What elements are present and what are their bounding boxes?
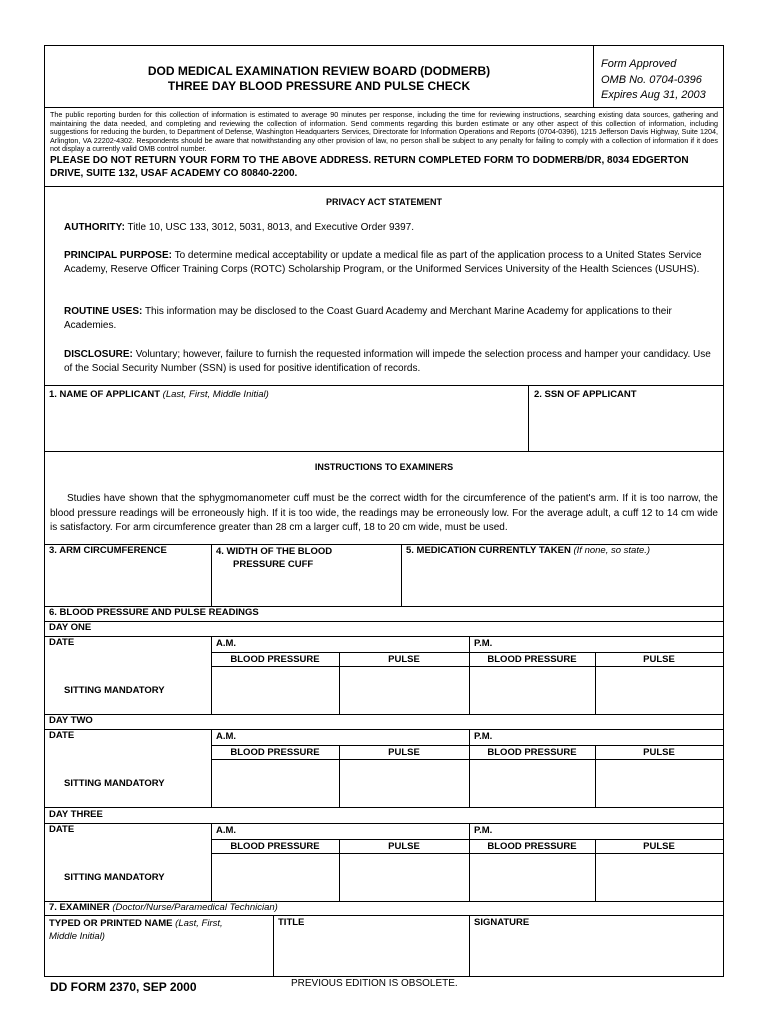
- am-label: A.M.: [216, 731, 237, 742]
- purpose-text: To determine medical acceptability or update a medical file as part of the application process to a United States Service Academy, Reserve Officer Training Corps (ROTC) Scholarship Program, or the Uniformed Services University of the Health Sciences (USUHS).: [64, 250, 702, 275]
- pm-blood-pressure-field[interactable]: [471, 855, 593, 899]
- am-pulse-field[interactable]: [341, 761, 467, 805]
- cuff-width-label-line1: 4. WIDTH OF THE BLOOD: [216, 546, 333, 557]
- approval-line3: Expires Aug 31, 2003: [601, 89, 706, 101]
- burden-statement: The public reporting burden for this collection of information is estimated to average 90 minutes per response, including the time for reviewing instructions, searching existing data sources, gathering and maintaining the data needed, and completing and reviewing the collection of information. Send comments regarding this burden estimate or any other aspect of this collection of information, including suggestions for reducing the burden, to Department of Defense, Washington Headquarters Services, Directorate for Information Operations and Reports (0704-0396), 1215 Jefferson Davis Highway, Suite 1204, Arlington, VA 22202-4302. Respondents should be aware that notwithstanding any other provision of law, no person shall be subject to any penalty for failing to comply with a collection of information if it does not display a currently valid OMB control number.: [50, 110, 718, 154]
- pm-label: P.M.: [474, 638, 493, 649]
- date-field[interactable]: [49, 744, 207, 804]
- pm-bp-header: BLOOD PRESSURE: [487, 747, 577, 758]
- medication-label-text: 5. MEDICATION CURRENTLY TAKEN: [406, 545, 571, 556]
- dd-form-2370: [44, 45, 724, 977]
- form-title-line1: DOD MEDICAL EXAMINATION REVIEW BOARD (DODMERB): [147, 64, 491, 78]
- pm-pulse-field[interactable]: [597, 761, 721, 805]
- pm-label: P.M.: [474, 825, 493, 836]
- am-pulse-header: PULSE: [388, 654, 420, 665]
- am-label: A.M.: [216, 825, 237, 836]
- form-id: DD FORM 2370, SEP 2000: [50, 980, 197, 994]
- pm-bp-header: BLOOD PRESSURE: [487, 841, 577, 852]
- approval-line1: Form Approved: [601, 58, 677, 70]
- date-field[interactable]: [49, 651, 207, 711]
- pm-bp-header: BLOOD PRESSURE: [487, 654, 577, 665]
- am-blood-pressure-field[interactable]: [213, 855, 337, 899]
- authority-label: AUTHORITY:: [64, 222, 125, 233]
- arm-circumference-label: 3. ARM CIRCUMFERENCE: [49, 545, 167, 556]
- examiner-label-text: 7. EXAMINER: [49, 902, 110, 913]
- routine-label: ROUTINE USES:: [64, 306, 143, 317]
- return-notice: PLEASE DO NOT RETURN YOUR FORM TO THE ABOVE ADDRESS. RETURN COMPLETED FORM TO DODMERB/DR, 8034 EDGERTON DRIVE, SUITE 132, USAF ACADEMY CO 80840-2200.: [50, 155, 689, 179]
- disclosure-text: Voluntary; however, failure to furnish the requested information will impede the selection process and hamper your candidacy. Use of the Social Security Number (SSN) is used for positive identification of records.: [64, 349, 711, 374]
- am-blood-pressure-field[interactable]: [213, 668, 337, 712]
- pm-pulse-header: PULSE: [643, 747, 675, 758]
- name-label-text: 1. NAME OF APPLICANT: [49, 389, 161, 400]
- am-pulse-field[interactable]: [341, 668, 467, 712]
- sitting-mandatory-label: SITTING MANDATORY: [64, 778, 165, 789]
- day-label: DAY THREE: [49, 809, 103, 820]
- medication-label-hint: (If none, so state.): [573, 545, 651, 556]
- pm-blood-pressure-field[interactable]: [471, 668, 593, 712]
- examiner-signature-field[interactable]: [471, 932, 719, 974]
- authority-text: Title 10, USC 133, 3012, 5031, 8013, and Executive Order 9397.: [127, 222, 415, 233]
- am-blood-pressure-field[interactable]: [213, 761, 337, 805]
- approval-line2: OMB No. 0704-0396: [601, 73, 702, 86]
- examiner-section-label: [49, 902, 278, 913]
- pm-pulse-header: PULSE: [643, 841, 675, 852]
- examiner-name-field[interactable]: [47, 944, 269, 974]
- date-field[interactable]: [49, 838, 207, 898]
- purpose-label: PRINCIPAL PURPOSE:: [64, 250, 172, 261]
- examiner-signature-label: SIGNATURE: [474, 917, 530, 928]
- ssn-of-applicant-label: 2. SSN OF APPLICANT: [534, 389, 637, 400]
- examiner-name-label-text: TYPED OR PRINTED NAME: [49, 918, 173, 929]
- pm-label: P.M.: [474, 731, 493, 742]
- routine-text: This information may be disclosed to the Coast Guard Academy and Merchant Marine Academy for applications to their Academies.: [64, 306, 672, 331]
- am-label: A.M.: [216, 638, 237, 649]
- previous-edition-note: PREVIOUS EDITION IS OBSOLETE.: [291, 978, 458, 989]
- sitting-mandatory-label: SITTING MANDATORY: [64, 872, 165, 883]
- examiner-title-field[interactable]: [275, 932, 465, 974]
- reading-days: [45, 46, 723, 976]
- date-label: DATE: [49, 730, 75, 741]
- examiner-name-label-hint: (Last, First, Middle Initial): [49, 918, 223, 942]
- examiner-label-hint: (Doctor/Nurse/Paramedical Technician): [112, 902, 278, 913]
- examiner-name-label: [49, 917, 239, 943]
- date-label: DATE: [49, 637, 75, 648]
- cuff-width-label-line2: PRESSURE CUFF: [233, 559, 314, 570]
- examiner-title-label: TITLE: [278, 917, 305, 928]
- am-bp-header: BLOOD PRESSURE: [230, 654, 320, 665]
- privacy-title: PRIVACY ACT STATEMENT: [325, 197, 442, 207]
- disclosure-label: DISCLOSURE:: [64, 349, 133, 360]
- name-label-hint: (Last, First, Middle Initial): [162, 389, 269, 400]
- pm-pulse-field[interactable]: [597, 668, 721, 712]
- pm-blood-pressure-field[interactable]: [471, 761, 593, 805]
- day-label: DAY ONE: [49, 622, 92, 633]
- date-label: DATE: [49, 824, 75, 835]
- am-bp-header: BLOOD PRESSURE: [230, 841, 320, 852]
- instructions-title: INSTRUCTIONS TO EXAMINERS: [314, 462, 454, 472]
- readings-section-label: 6. BLOOD PRESSURE AND PULSE READINGS: [49, 607, 259, 618]
- form-title-line2: THREE DAY BLOOD PRESSURE AND PULSE CHECK: [167, 79, 471, 93]
- am-bp-header: BLOOD PRESSURE: [230, 747, 320, 758]
- instructions-text: Studies have shown that the sphygmomanometer cuff must be the correct width for the circumference of the patient's arm. If it is too narrow, the blood pressure readings will be erroneously high. If it is too wide, the readings may be erroneously low. For the average adult, a cuff 12 to 14 cm wide is satisfactory. For arm circumference greater than 28 cm a larger cuff, 18 to 20 cm wide, must be used.: [50, 493, 718, 533]
- pm-pulse-header: PULSE: [643, 654, 675, 665]
- am-pulse-field[interactable]: [341, 855, 467, 899]
- am-pulse-header: PULSE: [388, 747, 420, 758]
- day-label: DAY TWO: [49, 715, 93, 726]
- sitting-mandatory-label: SITTING MANDATORY: [64, 685, 165, 696]
- pm-pulse-field[interactable]: [597, 855, 721, 899]
- am-pulse-header: PULSE: [388, 841, 420, 852]
